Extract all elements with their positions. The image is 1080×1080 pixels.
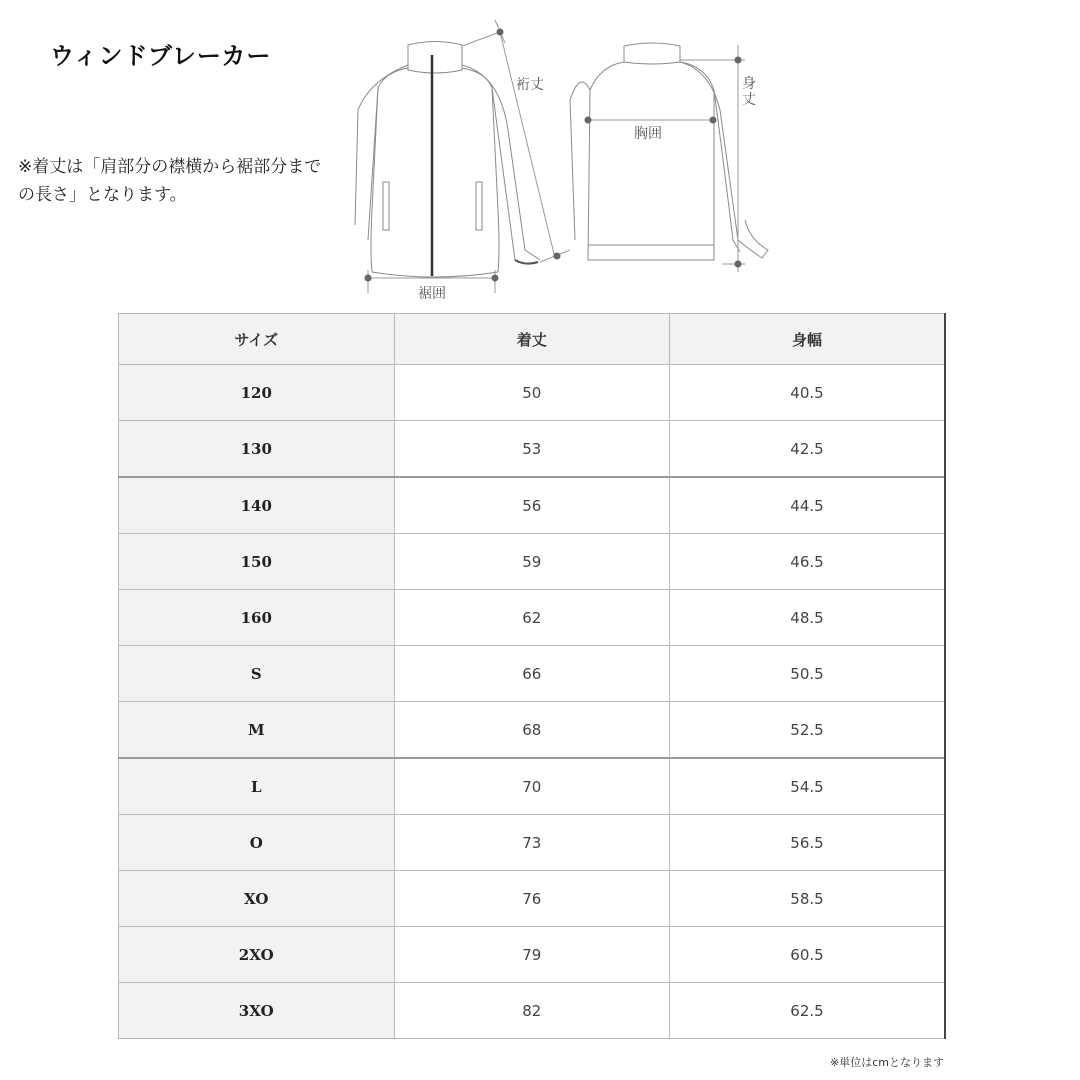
- width-cell: 60.5: [670, 927, 946, 983]
- width-cell: 42.5: [670, 421, 946, 478]
- hem-label: 裾囲: [418, 286, 446, 302]
- table-row: [119, 365, 946, 421]
- size-cell: 130: [119, 421, 395, 478]
- table-row: [119, 534, 946, 590]
- header-width: 身幅: [670, 314, 946, 365]
- table-row: [119, 702, 946, 759]
- length-cell: 76: [394, 871, 670, 927]
- chest-label: 胸囲: [634, 126, 662, 142]
- length-cell: 68: [394, 702, 670, 759]
- width-cell: 52.5: [670, 702, 946, 759]
- width-cell: 40.5: [670, 365, 946, 421]
- table-header-row: [119, 314, 946, 365]
- body-length-label-2: 丈: [742, 92, 756, 108]
- size-cell: 3XO: [119, 983, 395, 1039]
- width-cell: 54.5: [670, 758, 946, 815]
- length-cell: 79: [394, 927, 670, 983]
- width-cell: 58.5: [670, 871, 946, 927]
- length-note: ※着丈は「肩部分の襟横から裾部分までの長さ」となります。: [18, 157, 322, 205]
- size-table: [118, 313, 946, 1039]
- size-cell: 120: [119, 365, 395, 421]
- width-cell: 50.5: [670, 646, 946, 702]
- size-cell: XO: [119, 871, 395, 927]
- table-row: [119, 871, 946, 927]
- header-length: 着丈: [394, 314, 670, 365]
- size-cell: 140: [119, 477, 395, 534]
- body-length-label-1: 身: [742, 76, 756, 92]
- width-cell: 62.5: [670, 983, 946, 1039]
- size-cell: M: [119, 702, 395, 759]
- page-title: ウィンドブレーカー: [50, 42, 272, 70]
- table-row: [119, 927, 946, 983]
- size-cell: O: [119, 815, 395, 871]
- table-row: [119, 646, 946, 702]
- table-row: [119, 477, 946, 534]
- table-body: [119, 365, 946, 1039]
- table-row: [119, 983, 946, 1039]
- size-cell: 150: [119, 534, 395, 590]
- length-cell: 59: [394, 534, 670, 590]
- width-cell: 48.5: [670, 590, 946, 646]
- length-cell: 82: [394, 983, 670, 1039]
- table-row: [119, 815, 946, 871]
- size-cell: 160: [119, 590, 395, 646]
- length-cell: 73: [394, 815, 670, 871]
- table-row: [119, 421, 946, 478]
- length-cell: 56: [394, 477, 670, 534]
- table-row: [119, 758, 946, 815]
- length-cell: 70: [394, 758, 670, 815]
- width-cell: 56.5: [670, 815, 946, 871]
- length-cell: 53: [394, 421, 670, 478]
- width-cell: 44.5: [670, 477, 946, 534]
- size-cell: L: [119, 758, 395, 815]
- table-row: [119, 590, 946, 646]
- unit-note: ※単位はcmとなります: [830, 1056, 944, 1069]
- size-cell: 2XO: [119, 927, 395, 983]
- sleeve-length-label: 裄丈: [516, 77, 544, 93]
- header-size: サイズ: [119, 314, 395, 365]
- jacket-diagram: [350, 10, 780, 305]
- length-cell: 62: [394, 590, 670, 646]
- length-cell: 66: [394, 646, 670, 702]
- size-cell: S: [119, 646, 395, 702]
- length-cell: 50: [394, 365, 670, 421]
- width-cell: 46.5: [670, 534, 946, 590]
